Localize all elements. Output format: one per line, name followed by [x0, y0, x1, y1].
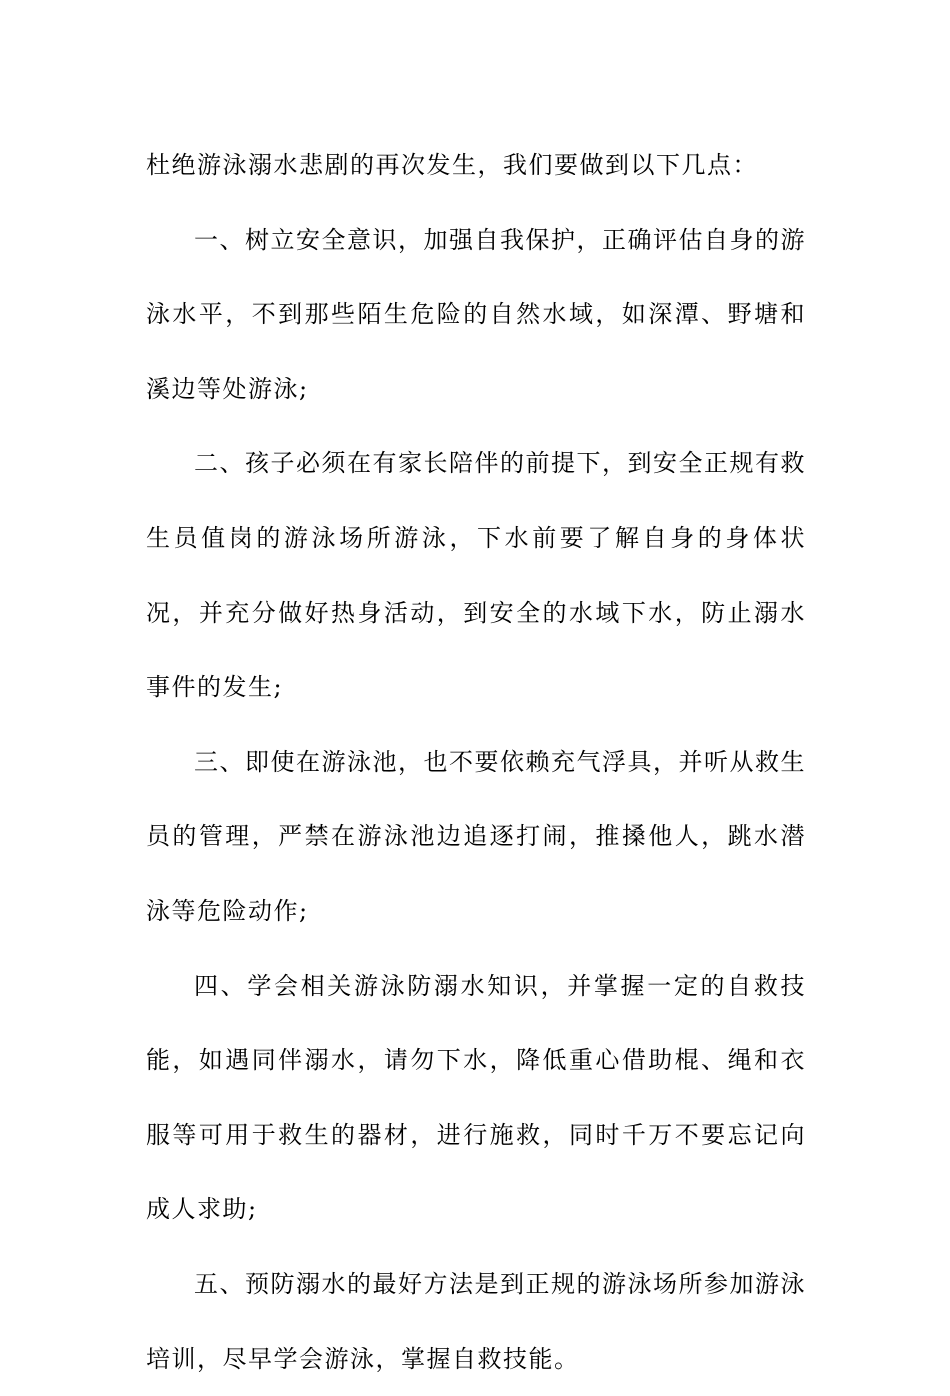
paragraph-item-4: 四、学会相关游泳防溺水知识，并掌握一定的自救技能，如遇同伴溺水，请勿下水，降低重心借助棍、绳和衣服等可用于救生的器材，进行施救，同时千万不要忘记向成人求助;: [146, 971, 806, 1224]
paragraph-item-1: 一、树立安全意识，加强自我保护，正确评估自身的游泳水平，不到那些陌生危险的自然水域，如深潭、野塘和溪边等处游泳;: [146, 225, 806, 403]
paragraph-intro: 杜绝游泳溺水悲剧的再次发生，我们要做到以下几点：: [146, 151, 758, 179]
paragraph-item-5: 五、预防溺水的最好方法是到正规的游泳场所参加游泳培训，尽早学会游泳，掌握自救技能。: [146, 1269, 806, 1373]
paragraph-item-2: 二、孩子必须在有家长陪伴的前提下，到安全正规有救生员值岗的游泳场所游泳，下水前要了解自身的身体状况，并充分做好热身活动，到安全的水域下水，防止溺水事件的发生;: [146, 449, 806, 702]
paragraph-item-3: 三、即使在游泳池，也不要依赖充气浮具，并听从救生员的管理，严禁在游泳池边追逐打闹，推搡他人，跳水潜泳等危险动作;: [146, 747, 806, 925]
document-body: [146, 128, 806, 1396]
